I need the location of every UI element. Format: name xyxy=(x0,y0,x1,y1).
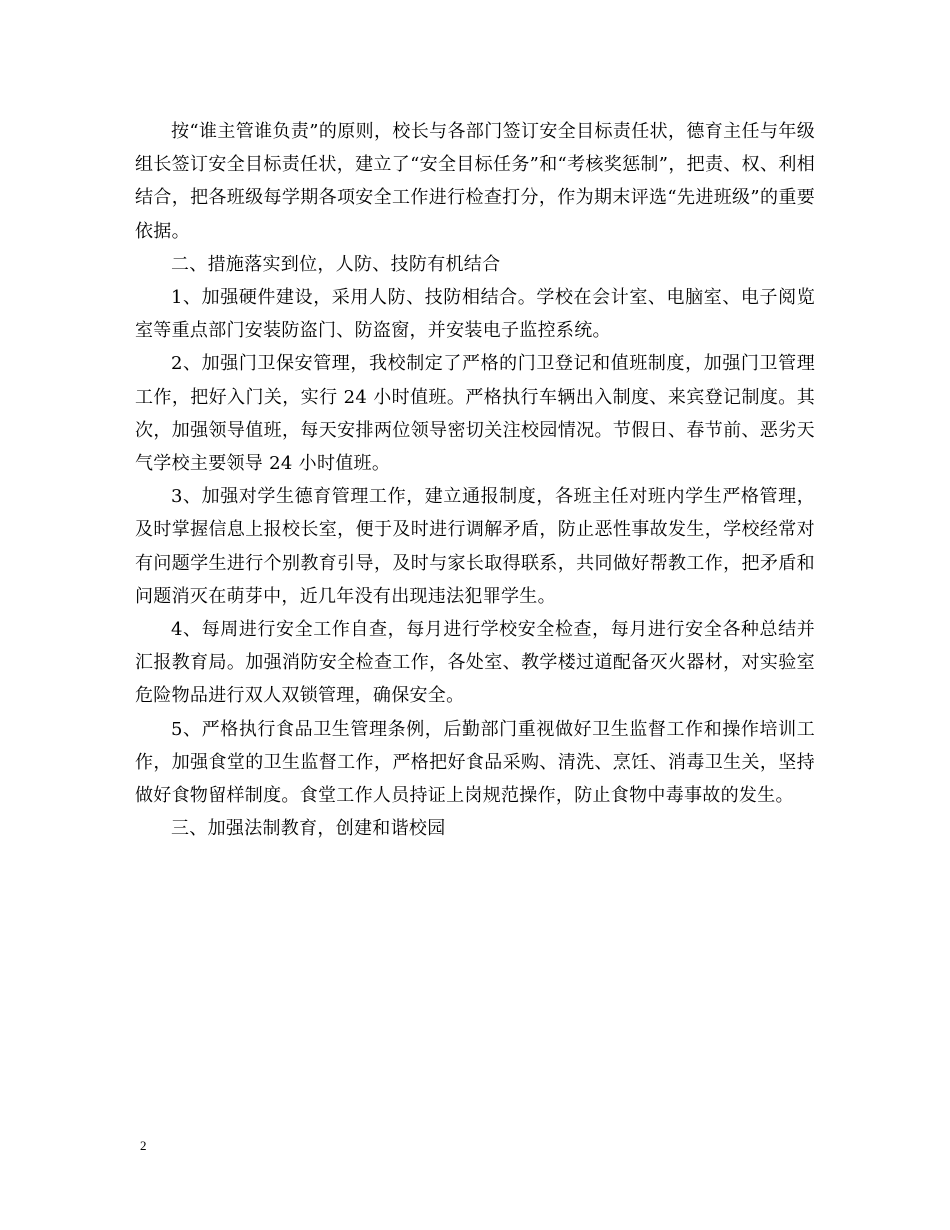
paragraph-item-5: 5、严格执行食品卫生管理条例，后勤部门重视做好卫生监督工作和操作培训工作，加强食堂的卫生监督工作，严格把好食品采购、清洗、烹饪、消毒卫生关，坚持做好食物留样制度。食堂工作人员持证上岗规范操作，防止食物中毒事故的发生。 xyxy=(135,718,815,807)
paragraph-item-4: 4、每周进行安全工作自查，每月进行学校安全检查，每月进行安全各种总结并汇报教育局。加强消防安全检查工作，各处室、教学楼过道配备灭火器材，对实验室危险物品进行双人双锁管理，确保安全。 xyxy=(135,619,815,707)
page-number: 2 xyxy=(140,1138,147,1153)
paragraph-item-3: 3、加强对学生德育管理工作，建立通报制度，各班主任对班内学生严格管理，及时掌握信息上报校长室，便于及时进行调解矛盾，防止恶性事故发生，学校经常对有问题学生进行个别教育引导，及时与家长取得联系，共同做好帮教工作，把矛盾和问题消灭在萌芽中，近几年没有出现违法犯罪学生。 xyxy=(135,486,815,607)
paragraph-item-2: 2、加强门卫保安管理，我校制定了严格的门卫登记和值班制度，加强门卫管理工作，把好入门关，实行 24 小时值班。严格执行车辆出入制度、来宾登记制度。其次，加强领导值班，每天安排两位领导密切关注校园情况。节假日、春节前、恶劣天气学校主要领导 24 小时值班。 xyxy=(135,353,815,475)
paragraph-item-1: 1、加强硬件建设，采用人防、技防相结合。学校在会计室、电脑室、电子阅览室等重点部门安装防盗门、防盗窗，并安装电子监控系统。 xyxy=(135,287,815,342)
section-heading-legal-education: 三、加强法制教育，创建和谐校园 xyxy=(171,818,446,840)
section-heading-measures: 二、措施落实到位，人防、技防有机结合 xyxy=(171,253,501,275)
document-body xyxy=(135,115,815,845)
paragraph-responsibility: 按“谁主管谁负责”的原则，校长与各部门签订安全目标责任状，德育主任与年级组长签订安全目标责任状，建立了“安全目标任务”和“考核奖惩制”，把责、权、利相结合，把各班级每学期各项安全工作进行检查打分，作为期末评选“先进班级”的重要依据。 xyxy=(135,121,815,242)
